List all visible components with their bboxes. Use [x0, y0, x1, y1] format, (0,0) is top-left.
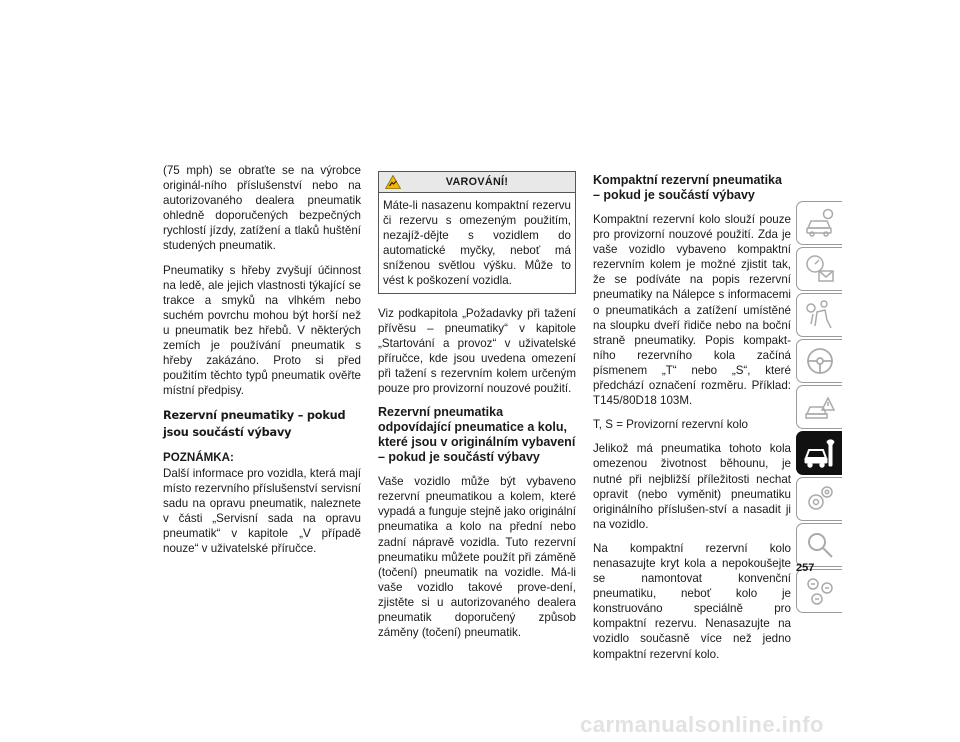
- tab-specifications[interactable]: [796, 477, 842, 521]
- warning-text: Máte-li nasazenu kompaktní rezervu či rezervu s omezeným použitím, nezajíž-dějte s vozidlem do automatické myčky, neboť má sníženou světlou výšku. Může to vést k poškození vozidla.: [383, 199, 571, 288]
- paragraph-wheel-cover: Na kompaktní rezervní kolo nenasazujte kryt kola a nepokoušejte se namontovat konvenční pneumatiku, neboť kolo je konstruováno speciálně pro kompaktní rezervu. Nenasazujte na vozidlo současně více než jedno kompaktní rezervní kolo.: [593, 541, 791, 661]
- warning-triangle-icon: [385, 175, 401, 189]
- text-column-right: [593, 163, 791, 671]
- warning-header: [379, 172, 575, 193]
- car-wrench-icon: [803, 436, 837, 470]
- paragraph-speed: (75 mph) se obraťte se na výrobce originál-ního příslušenství nebo na autorizovaného dealera pneumatik ohledně doporučených bezpečných rychlostí jízdy, zatížení a tlaků huštění studených pneumatik.: [163, 164, 361, 253]
- tab-index[interactable]: [796, 523, 842, 567]
- emergency-car-icon: [803, 390, 837, 424]
- tab-languages[interactable]: [796, 569, 842, 613]
- warning-box: [378, 171, 576, 294]
- section-heading-spare-tires: Rezervní pneumatiky – pokud jsou součástí výbavy: [163, 409, 346, 440]
- section-tabs: [796, 201, 842, 615]
- text-column-middle: [378, 163, 576, 649]
- paragraph-ts-definition: T, S = Provizorní rezervní kolo: [593, 418, 748, 432]
- magnifier-icon: [803, 528, 837, 562]
- note-block: [163, 450, 361, 556]
- page-number: 257: [796, 562, 815, 574]
- multilanguage-icon: [803, 574, 837, 608]
- section-heading-full-size-spare: Rezervní pneumatika odpovídající pneumatice a kolu, které jsou v originálním vybavení – pokud je součástí výbavy: [378, 405, 576, 465]
- dashboard-envelope-icon: [803, 252, 837, 286]
- tab-safety[interactable]: [796, 293, 842, 337]
- settings-gears-icon: [803, 482, 837, 516]
- paragraph-tread-life: Jelikož má pneumatika tohoto kola omezenou životnost běhounu, je nutné při nejbližší příležitosti nechat opravit (nebo vyměnit) pneumatiku originálního příslušen-ství a nasadit ji na vozidlo.: [593, 442, 791, 531]
- note-title: POZNÁMKA:: [163, 451, 234, 465]
- car-info-icon: [803, 206, 837, 240]
- paragraph-compact-spare: Kompaktní rezervní kolo slouží pouze pro provizorní nouzové použití. Zda je vaše vozidlo vybaveno kompaktní rezervním kolem je možné zjistit tak, že se podíváte na popis rezervní pneumatiky na Nálepce s informacemi o pneumatikách a zatížení umístěné na sloupku dveří řidiče nebo na boční straně pneumatiky. Popis kompakt-ního rezervního kola začíná písmenem „T“ nebo „S“, které předchází označení rozměru. Příklad: T145/80D18 103M.: [593, 213, 791, 408]
- section-heading-compact-spare: Kompaktní rezervní pneumatika – pokud je součástí výbavy: [593, 173, 782, 202]
- paragraph-studded-tires: Pneumatiky s hřeby zvyšují účinnost na ledě, ale jejich vlastnosti týkající se trakce a smyků na vlhkém nebo suchém povrchu mohou být horší než u pneumatik bez hřebů. V některých zemích je používání pneumatik s hřeby zakázáno. Proto si před použitím těchto typů pneumatik ověřte místní předpisy.: [163, 263, 361, 398]
- tab-introduction[interactable]: [796, 201, 842, 245]
- tab-driving[interactable]: [796, 339, 842, 383]
- note-text: Další informace pro vozidla, která mají místo rezervního příslušenství servisní sadu na opravu pneumatik, naleznete v části „Servisní sada na opravu pneumatik“ v kapitole „V případě nouze“ v uživatelské příručce.: [163, 466, 361, 555]
- airbag-seat-icon: [803, 298, 837, 332]
- steering-wheel-icon: [803, 344, 837, 378]
- text-column-left: [163, 163, 361, 565]
- tab-servicing[interactable]: [796, 431, 842, 475]
- tab-emergency[interactable]: [796, 385, 842, 429]
- tab-dashboard[interactable]: [796, 247, 842, 291]
- paragraph-full-size-spare: Vaše vozidlo může být vybaveno rezervní pneumatikou a kolem, které vypadá a funguje stejně jako originální pneumatika a kolo na přední nebo zadní nápravě vozidla. Tuto rezervní pneumatiku můžete použít při záměně (točení) pneumatik na vozidle. Má-li vaše vozidlo takové prove-dení, zjistěte si u autorizovaného dealera pneumatik doporučený způsob záměny (točení) pneumatik.: [378, 475, 576, 640]
- watermark-text: carmanualsonline.info: [580, 712, 824, 737]
- warning-title: VAROVÁNÍ!: [445, 176, 509, 188]
- paragraph-towing: Viz podkapitola „Požadavky při tažení přívěsu – pneumatiky“ v kapitole „Startování a provoz“ v uživatelské příručce, kde jsou uvedena omezení při tažení s rezervním kolem určeným pouze pro provizorní nouzové použití.: [378, 306, 576, 396]
